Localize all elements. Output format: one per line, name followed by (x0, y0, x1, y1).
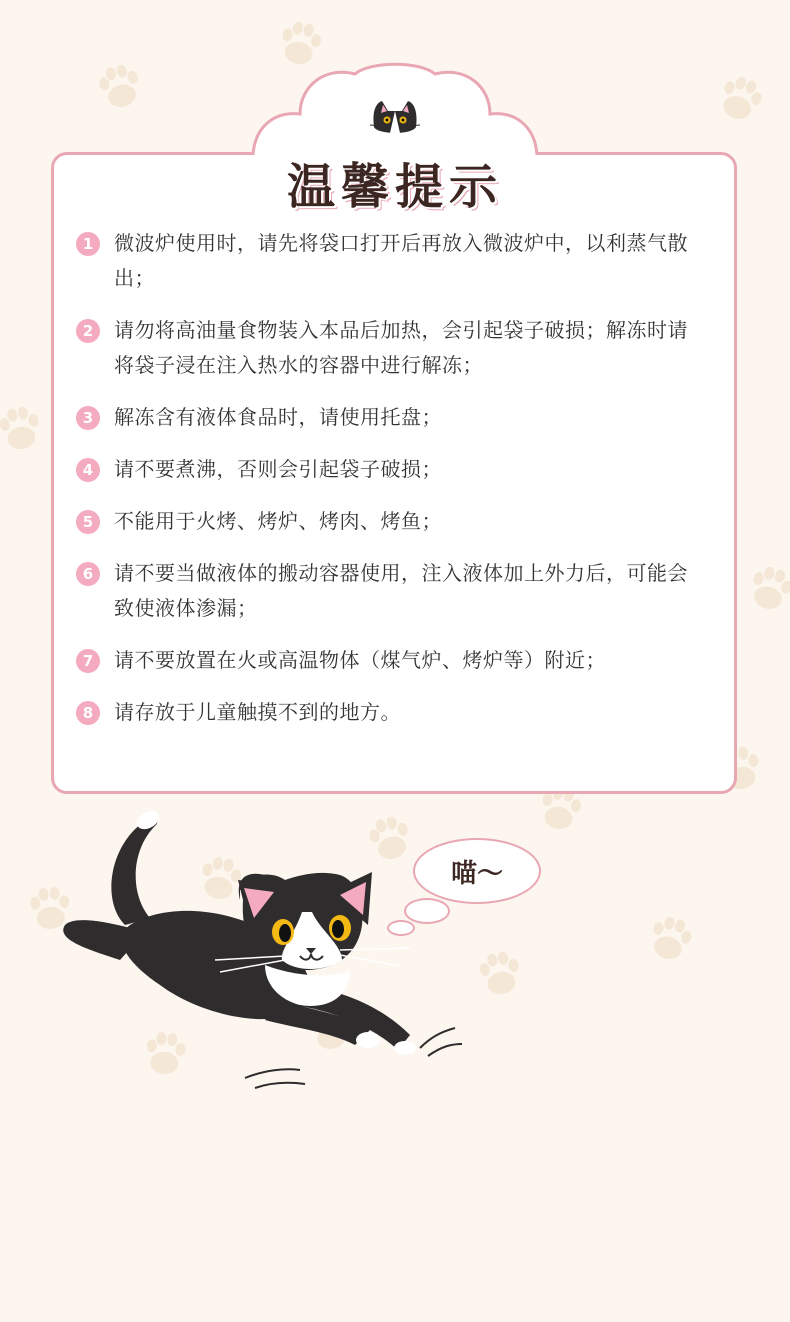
list-item (76, 452, 706, 487)
page-title: 温馨提示 (286, 159, 503, 215)
speech-bubble: 喵～ (413, 838, 541, 904)
number-badge: 5 (76, 510, 100, 534)
list-item (76, 556, 706, 626)
notice-list (76, 226, 706, 747)
list-item-text: 请存放于儿童触摸不到的地方。 (114, 700, 401, 724)
number-badge: 3 (76, 406, 100, 430)
list-item-text: 请不要放置在火或高温物体（煤气炉、烤炉等）附近； (114, 648, 606, 672)
list-item-text: 不能用于火烤、烤炉、烤肉、烤鱼； (114, 509, 442, 533)
list-item (76, 226, 706, 296)
thought-dot (404, 898, 450, 924)
list-item (76, 313, 706, 383)
list-item-text: 解冻含有液体食品时，请使用托盘； (114, 405, 442, 429)
number-badge: 1 (76, 232, 100, 256)
list-item (76, 400, 706, 435)
list-item (76, 504, 706, 539)
number-badge: 2 (76, 319, 100, 343)
list-item-text: 微波炉使用时，请先将袋口打开后再放入微波炉中，以利蒸气散出； (114, 231, 688, 290)
list-item-text: 请不要当做液体的搬动容器使用，注入液体加上外力后，可能会致使液体渗漏； (114, 561, 688, 620)
number-badge: 8 (76, 701, 100, 725)
number-badge: 4 (76, 458, 100, 482)
list-item-text: 请勿将高油量食物装入本品后加热，会引起袋子破损；解冻时请将袋子浸在注入热水的容器中进行解冻； (114, 318, 688, 377)
thought-dot (387, 920, 415, 936)
number-badge: 6 (76, 562, 100, 586)
list-item (76, 695, 706, 730)
list-item-text: 请不要煮沸，否则会引起袋子破损； (114, 457, 442, 481)
cat-head-icon (368, 97, 422, 137)
number-badge: 7 (76, 649, 100, 673)
list-item (76, 643, 706, 678)
